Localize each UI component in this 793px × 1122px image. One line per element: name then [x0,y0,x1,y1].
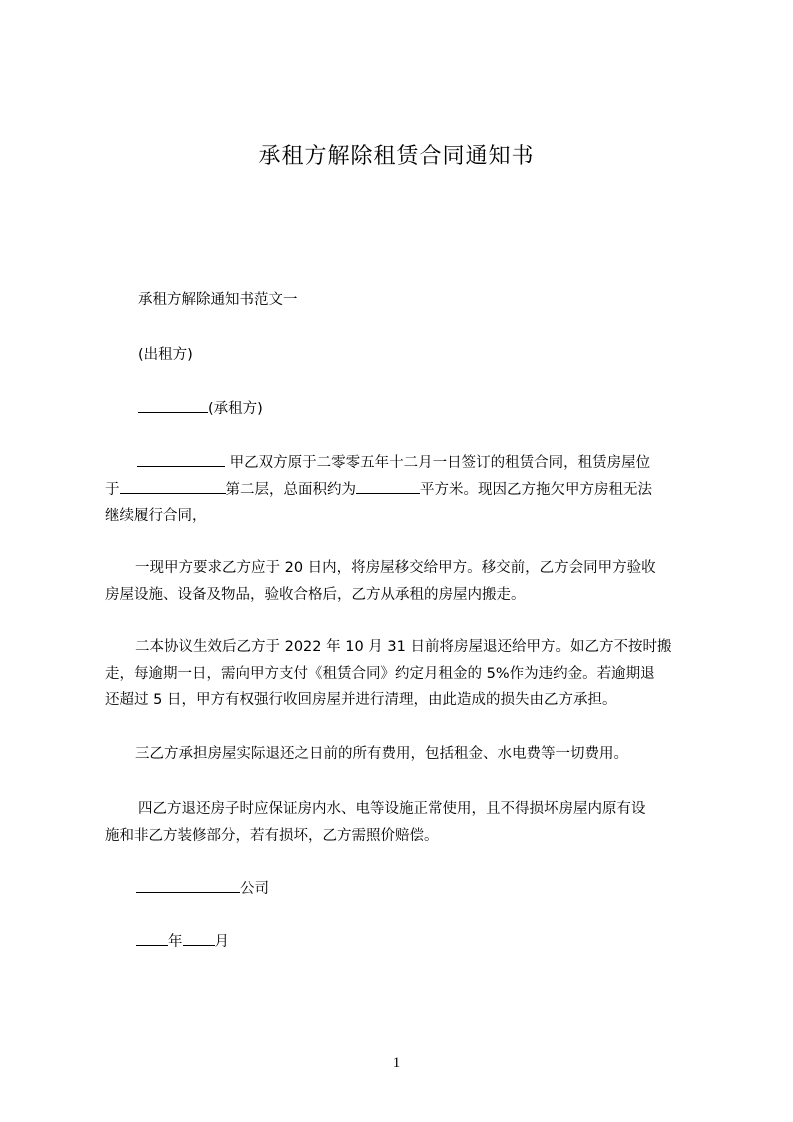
paragraph-line: 一现甲方要求乙方应于 20 日内，将房屋移交给甲方。移交前，乙方会同甲方验收 [135,560,656,576]
paragraph-line: 房屋设施、设备及物品，验收合格后，乙方从承租的房屋内搬走。 [105,586,526,603]
lessee-line [138,396,748,423]
year-blank [136,930,168,946]
signature-company: 公司 [240,881,269,897]
paragraph-line: 施和非乙方装修部分，若有损坏，乙方需照价赔偿。 [105,827,439,844]
paragraph-line: 甲乙双方原于二零零五年十二月一日签订的租赁合同，租赁房屋位 [105,450,715,477]
paragraph-line: 继续履行合同， [105,508,207,524]
month-blank [183,930,215,946]
section-heading: 承租方解除通知书范文一 [138,292,298,308]
paragraph-clause-4 [105,796,715,849]
paragraph-line: 三乙方承担房屋实际退还之日前的所有费用，包括租金、水电费等一切费用。 [135,746,628,762]
signature-date-line [136,929,746,956]
paragraph-clause-2 [105,634,715,714]
signature-company-line [136,876,746,903]
lessee-name-blank [138,397,208,413]
paragraph-line: 二本协议生效后乙方于 2022 年 10 月 31 日前将房屋退还给甲方。如乙方不按时搬 [135,639,672,655]
lessee-label: (承租方) [208,401,263,417]
party-name-blank [137,451,225,467]
page-number: 1 [392,1055,401,1071]
document-title: 承租方解除租赁合同通知书 [258,144,535,169]
address-blank [120,478,226,494]
paragraph-line: 于 第二层，总面积约为 平方米。现因乙方拖欠甲方房租无法 [105,477,715,504]
date-month-label: 月 [214,934,229,950]
paragraph-clause-3 [135,741,745,768]
paragraph-line: 还超过 5 日，甲方有权强行收回房屋并进行清理，由此造成的损失由乙方承担。 [105,692,617,708]
paragraph-intro [105,450,715,530]
company-name-blank [136,877,240,893]
lessor-label: (出租方) [138,347,193,363]
paragraph-line: 四乙方退还房子时应保证房内水、电等设施正常使用，且不得损坏房屋内原有设 [138,801,646,817]
area-blank [356,478,420,494]
paragraph-clause-1 [105,555,715,608]
paragraph-line: 走，每逾期一日，需向甲方支付《租赁合同》约定月租金的 5%作为违约金。若逾期退 [105,665,655,682]
date-year-label: 年 [168,934,183,950]
